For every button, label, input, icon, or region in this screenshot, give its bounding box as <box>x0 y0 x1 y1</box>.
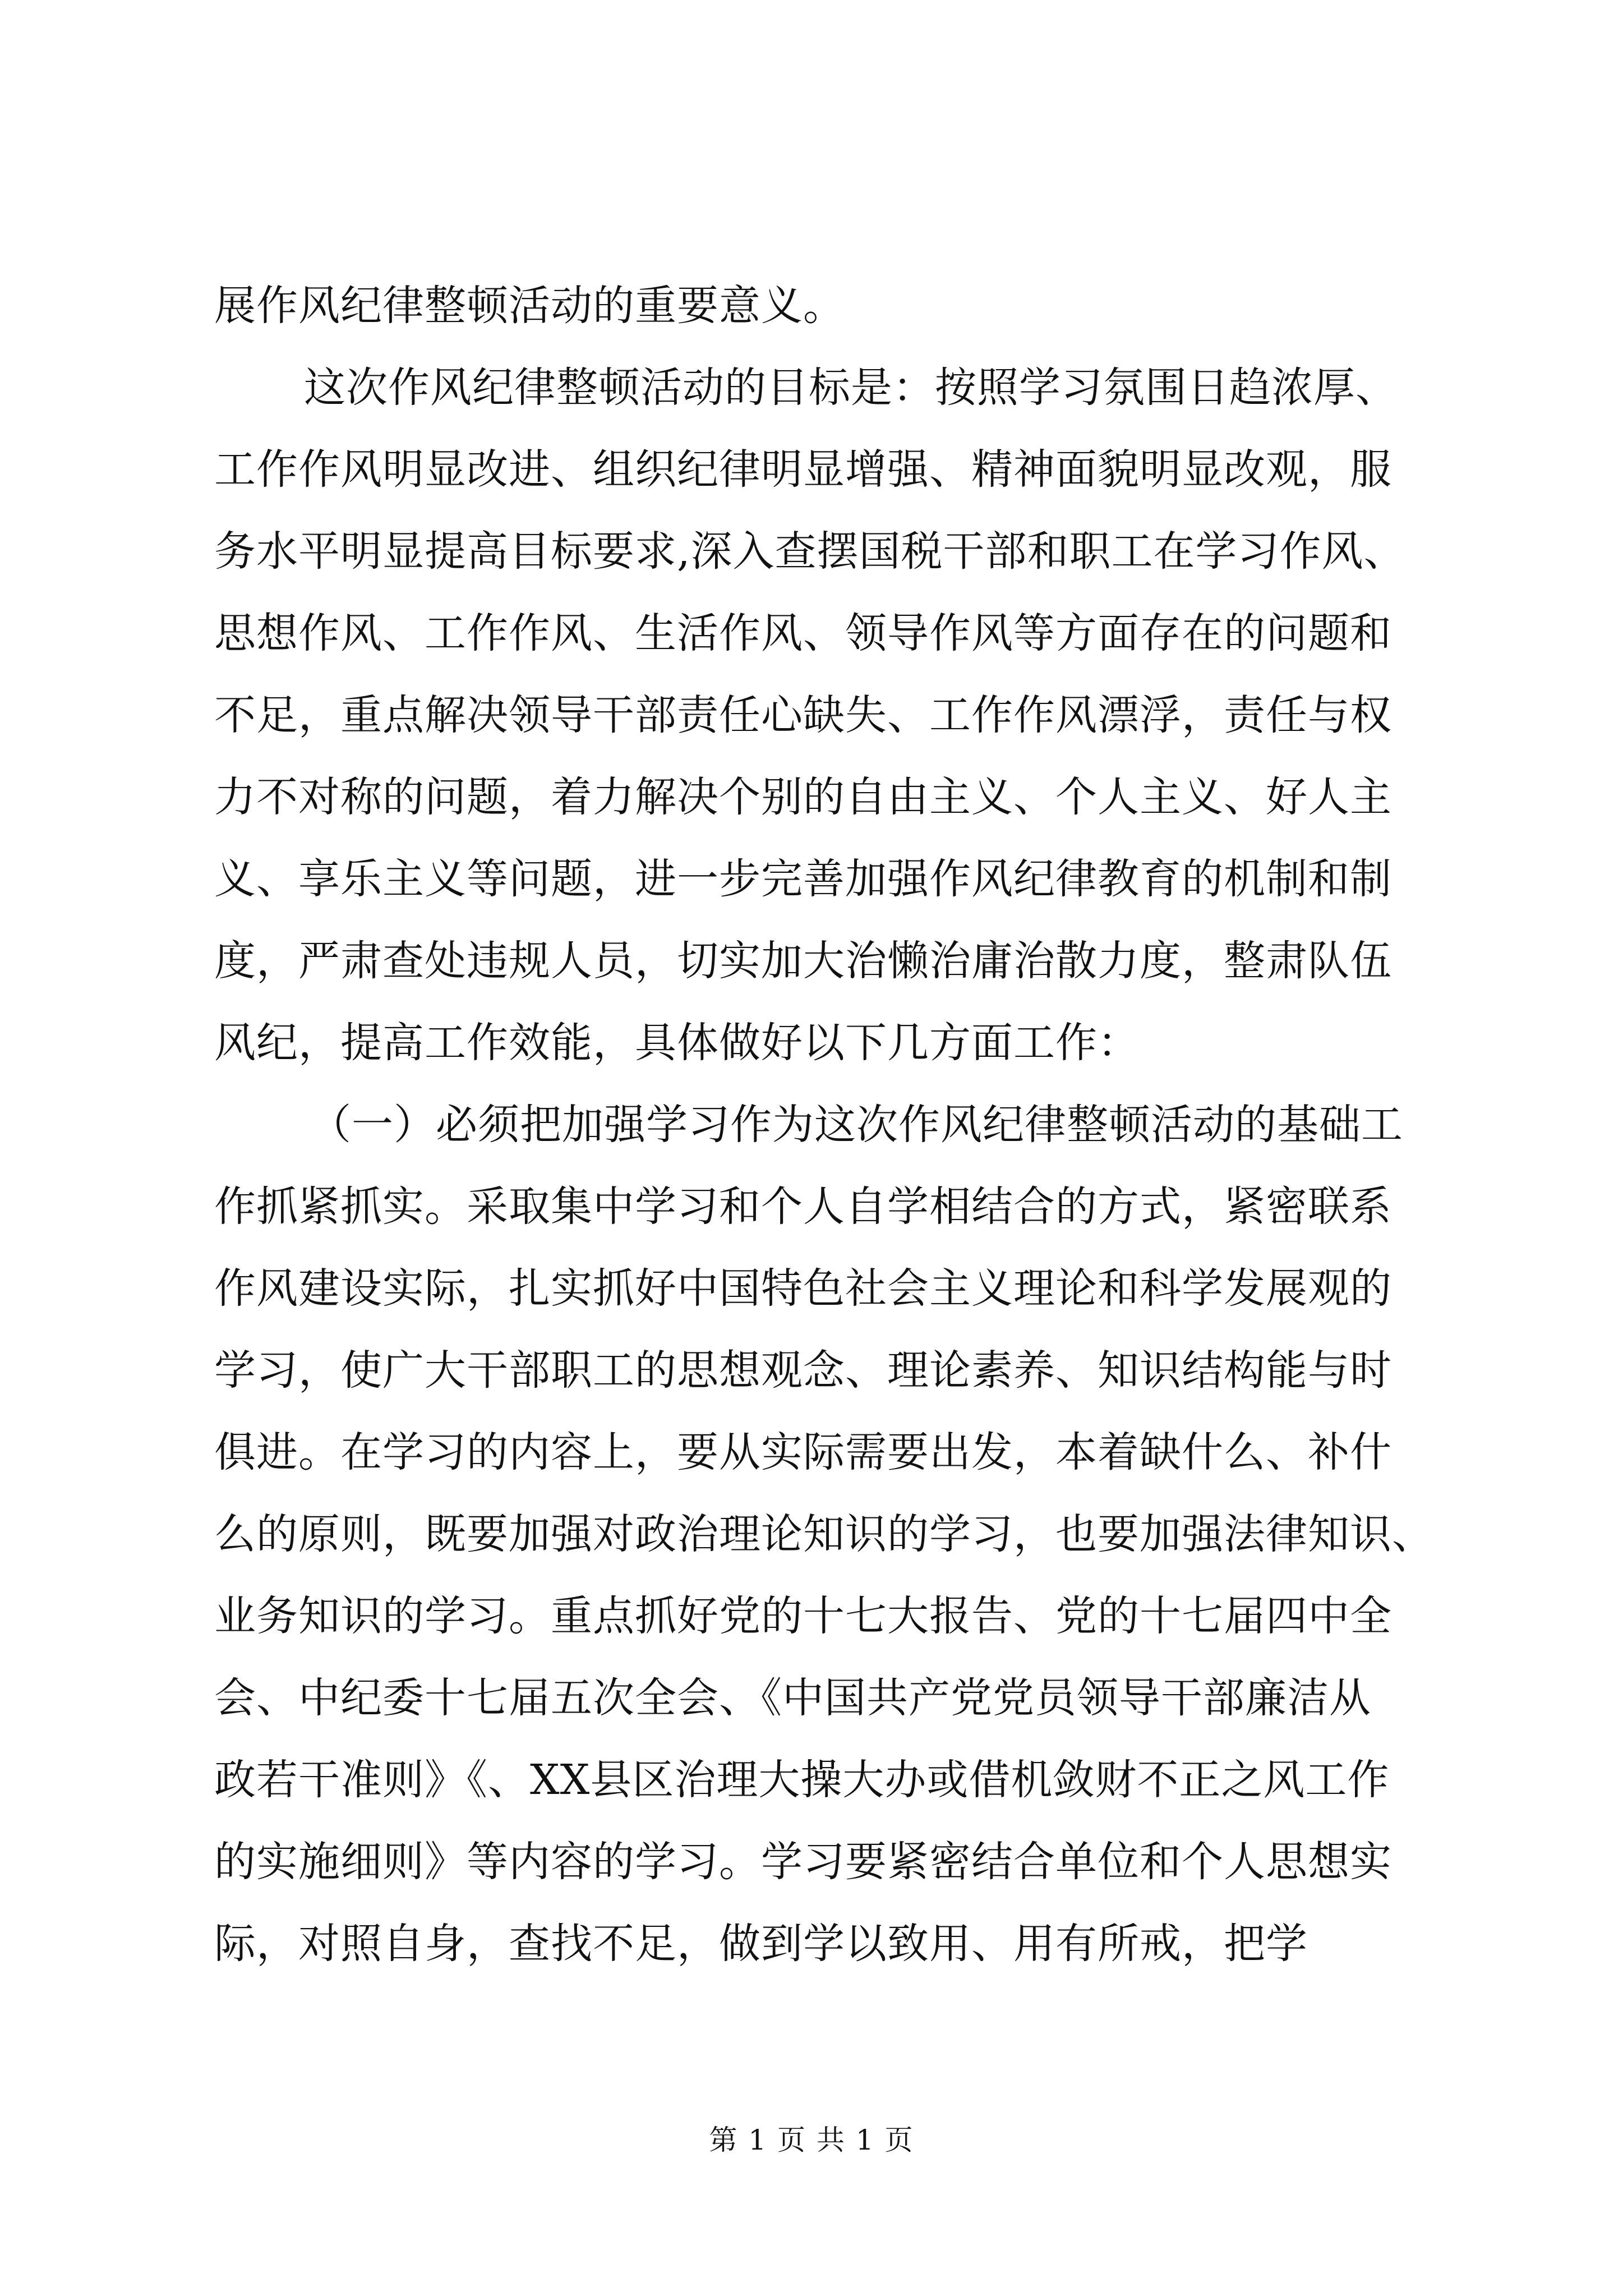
text-line-9: 度，严肃查处违规人员，切实加大治懒治庸治散力度，整肃队伍 <box>214 937 1392 985</box>
text-line-15: 俱进。在学习的内容上，要从实际需要出发，本着缺什么、补什 <box>214 1428 1392 1476</box>
text-line-12: 作抓紧抓实。采取集中学习和个人自学相结合的方式，紧密联系 <box>214 1182 1392 1231</box>
page-footer <box>0 2120 1623 2160</box>
text-line-7: 力不对称的问题，着力解决个别的自由主义、个人主义、好人主 <box>214 773 1392 821</box>
text-line-10: 风纪，提高工作效能，具体做好以下几方面工作： <box>214 1019 1140 1067</box>
text-line-17: 业务知识的学习。重点抓好党的十七大报告、党的十七届四中全 <box>214 1592 1392 1640</box>
text-line-3: 工作作风明显改进、组织纪律明显增强、精神面貌明显改观，服 <box>214 445 1392 494</box>
text-line-16: 么的原则，既要加强对政治理论知识的学习，也要加强法律知识、 <box>214 1510 1434 1558</box>
text-line-21: 际，对照自身，查找不足，做到学以致用、用有所戒，把学 <box>214 1920 1308 1968</box>
text-line-18: 会、中纪委十七届五次全会、《中国共产党党员领导干部廉洁从 <box>214 1674 1371 1722</box>
text-line-2: 这次作风纪律整顿活动的目标是：按照学习氛围日趋浓厚、 <box>304 364 1398 412</box>
text-line-14: 学习，使广大干部职工的思想观念、理论素养、知识结构能与时 <box>214 1346 1392 1395</box>
text-line-8: 义、享乐主义等问题，进一步完善加强作风纪律教育的机制和制 <box>214 855 1392 903</box>
text-line-1: 展作风纪律整顿活动的重要意义。 <box>214 282 845 330</box>
text-line-19: 政若干准则》《、XX县区治理大操大办或借机敛财不正之风工作 <box>214 1756 1390 1804</box>
text-line-6: 不足，重点解决领导干部责任心缺失、工作作风漂浮，责任与权 <box>214 691 1392 739</box>
text-line-13: 作风建设实际，扎实抓好中国特色社会主义理论和科学发展观的 <box>214 1264 1392 1313</box>
text-line-11: （一）必须把加强学习作为这次作风纪律整顿活动的基础工 <box>310 1101 1403 1149</box>
page-number-label: 第 1 页 共 1 页 <box>709 2124 914 2156</box>
text-line-4: 务水平明显提高目标要求,深入查摆国税干部和职工在学习作风、 <box>214 527 1406 576</box>
text-line-5: 思想作风、工作作风、生活作风、领导作风等方面存在的问题和 <box>214 609 1392 657</box>
body-text <box>214 265 1434 1985</box>
text-line-20: 的实施细则》等内容的学习。学习要紧密结合单位和个人思想实 <box>214 1838 1392 1886</box>
